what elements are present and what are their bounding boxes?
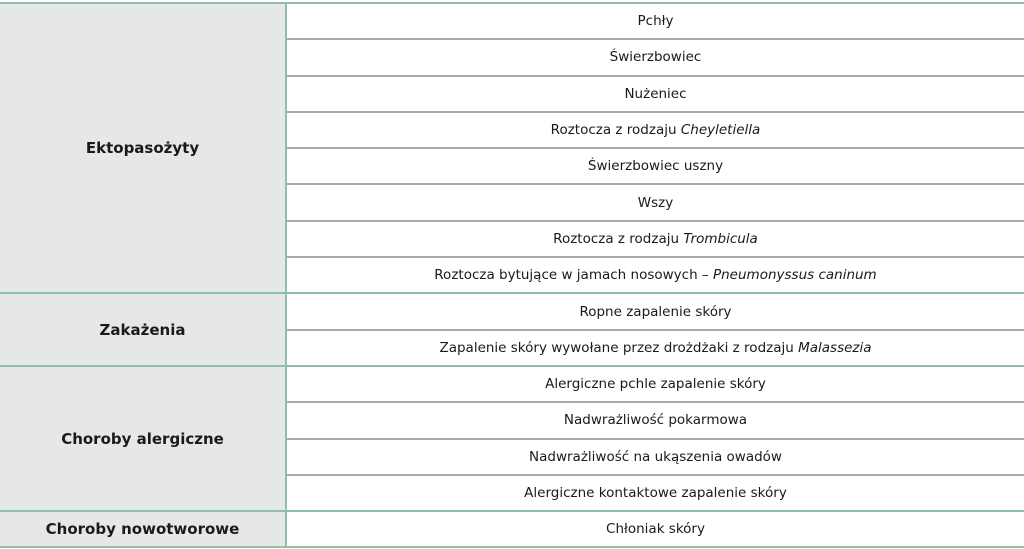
table-row <box>287 474 1024 510</box>
category-cell: Ektopasożyty <box>0 4 287 292</box>
row-text: Roztocza z rodzaju <box>550 122 681 139</box>
row-text: Alergiczne pchle zapalenie skóry <box>545 376 766 393</box>
row-text: Pchły <box>637 13 674 30</box>
table-row <box>287 183 1024 219</box>
row-italic-text: Cheyletiella <box>680 122 761 139</box>
table-row <box>287 512 1024 546</box>
row-text: Roztocza z rodzaju <box>553 230 684 247</box>
category-cell: Choroby alergiczne <box>0 367 287 510</box>
table-row <box>287 147 1024 183</box>
table-row <box>287 294 1024 328</box>
row-text: Ropne zapalenie skóry <box>579 303 732 320</box>
row-italic-text: Pneumonyssus caninum <box>712 267 877 284</box>
row-text: Nadwrażliwość na ukąszenia owadów <box>529 448 782 465</box>
row-text: Nużeniec <box>624 85 687 102</box>
group-zakazenia <box>0 292 1024 365</box>
items-column <box>287 294 1024 365</box>
items-column <box>287 512 1024 546</box>
category-cell: Zakażenia <box>0 294 287 365</box>
table-row <box>287 438 1024 474</box>
table-row <box>287 38 1024 74</box>
items-column <box>287 367 1024 510</box>
table-row <box>287 329 1024 365</box>
group-ektopasozyty <box>0 2 1024 292</box>
row-text: Roztocza bytujące w jamach nosowych – <box>434 267 713 284</box>
table-row <box>287 401 1024 437</box>
table-row <box>287 367 1024 401</box>
row-text: Alergiczne kontaktowe zapalenie skóry <box>524 485 787 501</box>
table-row <box>287 111 1024 147</box>
table-row <box>287 4 1024 38</box>
row-text: Wszy <box>637 194 674 211</box>
row-text: Świerzbowiec uszny <box>587 158 724 175</box>
row-text: Chłoniak skóry <box>606 521 705 538</box>
table-row <box>287 220 1024 256</box>
row-text: Nadwrażliwość pokarmowa <box>563 412 748 429</box>
table-row <box>287 256 1024 292</box>
disease-table <box>0 2 1024 548</box>
category-cell: Choroby nowotworowe <box>0 512 287 546</box>
table-row <box>287 75 1024 111</box>
row-italic-text: Trombicula <box>683 230 758 247</box>
items-column <box>287 4 1024 292</box>
group-choroby-alergiczne <box>0 365 1024 510</box>
row-text: Zapalenie skóry wywołane przez drożdżaki z rodzaju <box>439 339 799 356</box>
group-choroby-nowotworowe <box>0 510 1024 548</box>
row-text: Świerzbowiec <box>609 49 702 66</box>
row-italic-text: Malassezia <box>798 339 872 356</box>
